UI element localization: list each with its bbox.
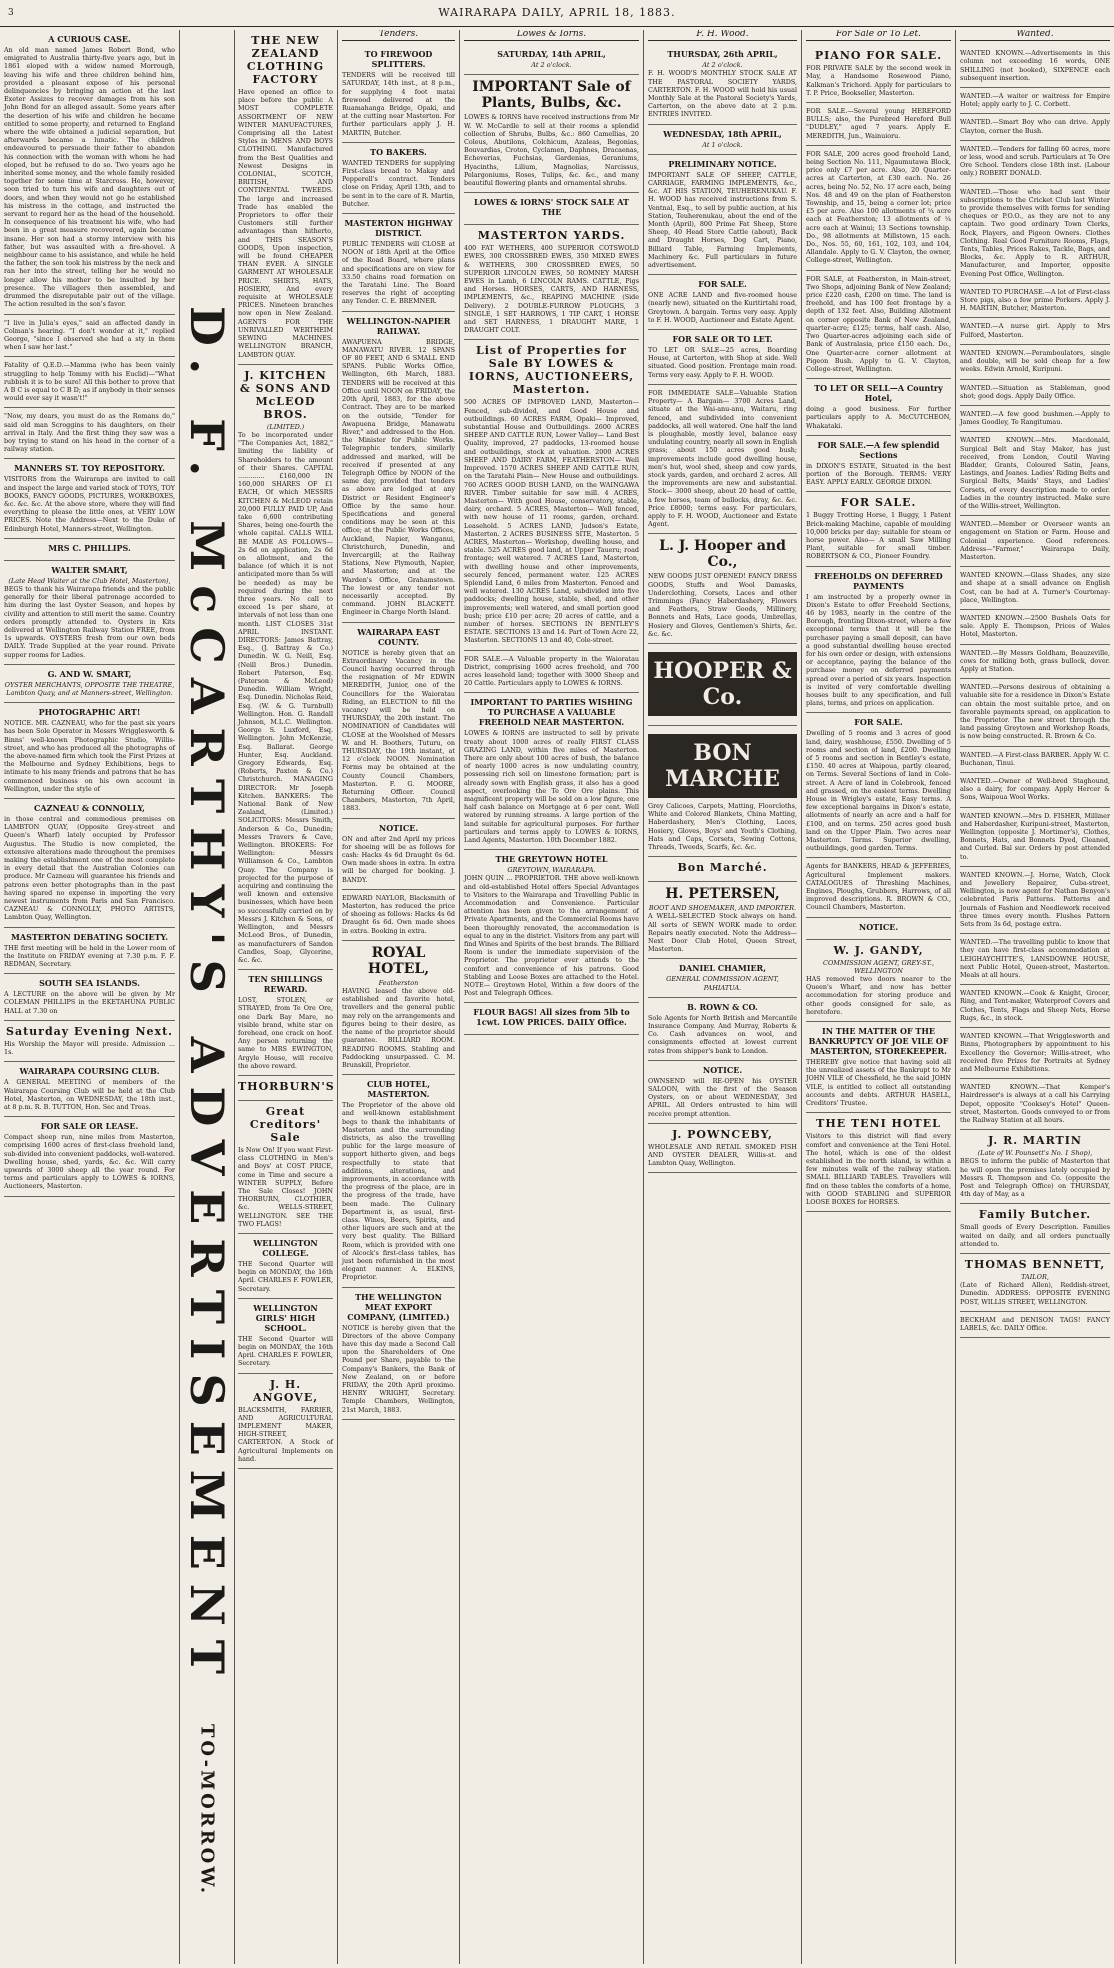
advertisement [464,850,639,1003]
advertisement-body: FOR SALE, at Featherston, in Main-street, Two Shops, adjoining Bank of New Zealand; price £220 cash, £200 on time. The land is freehold, and has 100 feet frontage by a depth of 132 feet. Also, Building Allotment on corner opposite Bank of New Zealand, quarter-acre; £125; terms, half cash. Also, Two Quarter-acres adjoining each side of Bank of Australasia, price £150 each. Do., One Quarter-acre corner allotment at Pigeon Bush. Apply to G. V. Clayton, College-street, Wellington. [806,274,951,373]
advertisement-heading: LOWES & IORNS' STOCK SALE AT THE [474,197,629,218]
advertisement [238,1101,333,1234]
advertisement [960,1130,1110,1204]
advertisement [4,1117,175,1196]
advertisement-heading: W. J. GANDY, [833,943,924,957]
advertisement-heading: TEN SHILLINGS REWARD. [248,974,323,995]
advertisement [4,703,175,799]
advertisement-heading: IMPORTANT TO PARTIES WISHING TO PURCHASE A VALUABLE FREEHOLD NEAR MASTERTON. [470,697,633,728]
masthead-title: WAIRARAPA DAILY, APRIL 18, 1883. [438,6,676,19]
advertisement-heading: THE NEW ZEALAND CLOTHING FACTORY [246,34,325,86]
advertisement [960,773,1110,808]
advertisement-heading: FOR SALE. [854,717,903,728]
advertisement-body: WANTED KNOWN.—Glass Shades, any size and shape at a small advance on English Cost, can be had at A. Turner's Courtenay-place, Wellington. [960,571,1110,604]
advertisement-body: NOTICE. MR. CAZNEAU, who for the past six years has been Sole Operator in Messrs Wrigglesworth & Binns' well-known Photographic Studio, Willis-street, and who has produced all the photographs of the above-named firm which took the First Prizes at the Melbourne and Sydney Exhibitions, begs to intimate to his many friends and patrons that he has commenced business on his own account in Wellington, under the style of [4,719,175,793]
advertisement [238,1299,333,1374]
advertisement [960,1254,1110,1312]
advertisement [4,357,175,408]
vertical-advert-band [180,30,235,1964]
advertisement [648,330,797,385]
advertisement-body: WANTED.—By Messrs Goldham, Beauzeville, cows for milking both, grass bullock, dover. Apply at Station. [960,648,1110,673]
advertisement [342,1288,455,1420]
advertisement [464,193,639,225]
advertisement-heading: G. AND W. SMART, [47,668,132,679]
advertisement-body: To be incorporated under "The Companies Act, 1882," limiting the liability of Shareholders to the amount of their Shares. CAPITAL ............. £160,000 IN 160,000 SHARES OF £1 EACH, Of which MESSRS KITCHEN & McLEOD retain 20,000 FULLY PAID UP, And take 6,600 contributing Shares, being one-fourth the whole capital. CALLS WILL BE MADE AS FOLLOWS— 2s 6d on application, 2s 6d on allotment, and the balance (of which it is not anticipated more than 5s will be needed) as may be required during the next three years. No call to exceed 1s per share, at intervals of not less than one month. LIST CLOSES 31st APRIL INSTANT. DIRECTORS: James Battray, Esq., (J. Battray & Co.) Dunedin. W. G. Neill, Esq. (Neill Bros.) Dunedin. Robert Paterson, Esq. (Paterson & McLeod) Dunedin. William Wright, Esq. Dunedin. Nicholas Reid, Esq. (W. & G. Turnbull) Wellington. Hon. G. Randall Johnson, M.L.C. Wellington. George S. Luxford, Esq. Wellington. John McKenzie, Esq. Ballarat. George Hunter, Esq. Auckland. Gregory Edwards, Esq. (Roberts, Paxton & Co.) Christchurch. MANAGING DIRECTOR: Mr Joseph Kitchen. BANKERS: The National Bank of New Zealand, (Limited.) SOLICITORS: Messrs Smith, Anderson & Co., Dunedin; Messrs Travers & Cave, Wellington. BROKERS: For Wellington: Messrs Williamson & Co., Lambton Quay. The Company is projected for the purpose of acquiring and continuing the well known and extensive businesses, which have been so successfully carried on by Messrs J. Kitchen & Sons, of Wellington, and Messrs McLeod Bros., of Dunedin, as manufacturers of Sandon Candles, Soap, Glycerine, &c. &c. [238,430,333,964]
advertisement-body: BECKHAM and DENISON TAGS! FANCY LABELS, &c. DAILY Office. [960,1315,1110,1332]
advertisement [960,516,1110,567]
advertisement-body: WANTED.—Situation as Stableman, good shot; good dogs. Apply Daily Office. [960,383,1110,400]
column-heading: F. H. Wood. [648,30,797,41]
advertisement-body: BEGS to thank his Wairarapa friends and the public generally for their liberal patronage accorded to him during the last Oyster Season, and hopes by civility and attention to still merit the same. Country orders promptly attended to. Oysters in Kits delivered at Wellington Railway Station FREE, from 1s upwards. OYSTERS fresh from our own beds DAILY. Trade Supplied at the year round. Private supper rooms for Ladies. [4,584,175,659]
advertisement-heading: TO LET OR SELL—A Country Hotel, [814,383,943,404]
column-heading: Tenders. [342,30,455,41]
advertisement-body: THE Second Quarter will begin on MONDAY, the 16th April. CHARLES F. FOWLER, Secretary. [238,1334,333,1368]
advertisement [238,30,333,365]
advertisement-body: NOTICE is hereby given that an Extraordinary Vacancy in the Council having occurred through the resignation of Mr EDWIN MEREDITH, Junior, one of the Councillors for the Waioratau Riding, an ELECTION to fill the vacancy will be held on THURSDAY, the 20th instant. The NOMINATION of Candidates will CLOSE at the Woolshed of Messrs W. and H. Boothers, Tuturu, on THURSDAY, the 19th instant, at 12 o'clock NOON. Nomination Forms may be obtained at the County Council Chambers, Masterton. F. G. MOORE, Returning Officer. Council Chambers, Masterton, 7th April, 1883. [342,648,455,813]
advertisement [960,45,1110,88]
advertisement [960,567,1110,610]
advertisement [342,45,455,143]
advertisement [648,959,797,997]
advertisement-heading: SOUTH SEA ISLANDS. [39,978,140,989]
advertisement-heading: PHOTOGRAPHIC ART! [38,707,141,718]
newspaper-page [0,26,1114,1968]
advertisement-heading: MASTERTON YARDS. [477,229,626,243]
advertisement-heading: SATURDAY, 14th APRIL, [497,49,606,60]
advertisement [4,459,175,538]
advertisement [464,75,639,193]
advertisement-body: HAS removed two doors nearer to the Queen's Wharf, and now has better accommodation for storing produce and other goods consigned for sale, as heretofore. [806,975,951,1016]
advertisement-body: IMPORTANT SALE OF SHEEP, CATTLE, CARRIAGE, FARMING IMPLEMENTS, &c., &c. AT HIS STATION, TEUHERENUKAU. F. H. WOOD has received instructions from S. Ventnal, Esq., to sell by public auction, at his Station, Teuherenukau, about the end of the Month (April), 800 Prime Fat Sheep, Store Sheep, 40 Head Store Cattle (about), Back and Draught Horses, Dog Cart, Piano, Billiard Table, Farming Implements, Machinery &c. Full particulars in future advertisement. [648,170,797,270]
advertisement-body: Dwelling of 5 rooms and 3 acres of good land, dairy, washhouse, £550. Dwelling of 5 rooms and section of land, £200. Dwelling of 5 rooms and section in Bentley's estate, £150. 40 acres at Waipoua, partly cleared, on Terms. Several Sections of land in Cole-street. A Acre of land in Colebrook, fenced and grassed, on the easiest terms. Dwelling House in Wrigley's estate, Easy terms. A few exceptional bargains in Dixon's estate, allotments of nearly an acre and a half for £100, and on terms. 250 acres good bush land on the Upper Plain. Two acres near Masterton. Terms. Superior dwelling, outbuildings, good garden. Terms. [806,729,951,853]
advertisement [960,114,1110,140]
advertisement-heading: Bon Marché. [677,861,768,875]
advertisement-subheading: (Late of W. Pounsett's No. 1 Shop), [977,1149,1093,1158]
advertisement [806,918,951,940]
advertisement [648,125,797,155]
advertisement-body: I am instructed by a properly owner in Dixon's Estate to offer Freehold Sections, 46 by 1983, nearly in the centre of the Borough, fronting Dixon-street, where a few exceptional terms that it will be the purchaser paying a small deposit, can have a good substantial dwelling house erected for his own order or design, with extensions or acceptance, paying the balance of the purchase money on deferred payments spread over a period of six years. Inspection is invited of very comfortable dwelling houses built to any specification, and full plans, terms, and prices on application. [806,592,951,708]
advertisement [4,30,175,315]
advertisement-body: NOTICE is hereby given that the Directors of the above Company have this day made a Second Call upon the Shareholders of One Pound per Share, payable to the Company's Bankers, the Bank of New Zealand, on or before FRIDAY, the 20th April proximo. HENRY WRIGHT, Secretary. Temple Chambers, Wellington, 21st March, 1883. [342,1323,455,1414]
advertisement [238,1374,333,1469]
advertisement-body: His Worship the Mayor will preside. Admission ... 1s. [4,1039,175,1057]
advertisement [960,1312,1110,1338]
advertisement-body: An old man named James Robert Bond, who emigrated to Australia thirty-five years ago, but in 1861 eloped with a widow named Morrough, leaving his wife and three children behind him, provided a pleasant expose of his personal delinquencies by bringing an action at the last Exeter Assizes to recover damages from his son John Bond for an alleged assault. Some years after the desertion of his wife and children he became entitled to some property, and returned to England where the wife obtained a judicial separation, but afterwards became a lunatic. The children endeavoured to persuade their father to abandon his connection with the woman with whom he had eloped, but he refused to do so. Two years ago he inherited some money, and the whole family resided together for some time at Starcross. He, however, soon tried to turn his wife and daughters out of doors, and when they would not go he established his mistress in the cottage, and instructed the servant to regard her as the head of the household. In consequence of his treatment his wife, who had been in a great measure recovered, again became insane. Her son had a stormy interview with his father, but was assaulted with a fire-shovel. A neighbour came to his assistance, and while he held the father, the son took his mistress by the neck and ran her into the street, telling her he would no longer allow his mother to be insulted by her presence. The villagers then assembled, and drummed the disreputable pair out of the village. The action resulted in the son's favor. [4,46,175,309]
advertisement [4,799,175,928]
advertisement-subheading: At 1 o'clock. [702,140,743,149]
advertisement-heading: L. J. Hooper and Co., [659,538,786,571]
advertisement-heading: MASTERTON DEBATING SOCIETY. [11,931,168,942]
advertisement-subheading: BOOT AND SHOEMAKER, AND IMPORTER. [648,904,797,913]
advertisement-body: WANTED.—A nurse girl. Apply to Mrs Fulford, Masterton. [960,322,1110,339]
display-banner: BON MARCHE [648,734,797,798]
advertisement-heading: TO BAKERS. [370,146,427,157]
advertisement [648,726,797,857]
advertisement-heading: THURSDAY, 26th APRIL, [667,49,778,60]
advertisement [4,539,175,561]
advertisement-heading: FOR SALE OR TO LET. [672,334,773,345]
advertisement [4,561,175,665]
advertisement-body: LOWES & IORNS have received instructions from Mr W. W. McCardle to sell at their rooms a splendid collection of Shrubs, Bulbs, &c.: 860 Camellias, 20 Coleus, Abutilons, Colchicum, Azaleas, Begonias, Bouvardias, Croton, Cyclamen, Daphnes, Dracaenas, Echeverias, Fuchsias, Gardenias, Geraniums, Hyacinths, Lilium, Magnolias, Narcissus, Pelargoniums, Roses, Tulips, &c. &c., and many beautiful flowering plants and ornamental shrubs. [464,113,639,188]
advertisement [648,998,797,1061]
advertisement-body: OWNSEND will RE-OPEN his OYSTER SALOON, with the first of the Season Oysters, on or about WEDNESDAY, 3rd APRIL. All Orders entrusted to him will receive prompt attention. [648,1076,797,1118]
advertisement [806,379,951,436]
advertisement [806,940,951,1022]
advertisement-subheading: At 2 o'clock. [702,61,743,70]
advertisement [464,45,639,75]
display-banner: HOOPER & Co. [648,652,797,716]
advertisement-body: F. H. WOOD'S MONTHLY STOCK SALE AT THE PASTORAL SOCIETY YARDS, CARTERTON. F. H. WOOD will hold his usual Monthly Sale at the Pastoral Society's Yards, Carterton, on the above date at 2 p.m. ENTRIES INVITED. [648,69,797,119]
advertisement-heading: CAZNEAU & CONNOLLY, [34,803,145,814]
advertisement-body: PUBLIC TENDERS will CLOSE at NOON of 18th April at the Office of the Road Board, where plans and specifications are on view for 33.50 chains road formation on the Taratahi Line. The Board reserves the right of accepting any Tender. C. E. BREMNER. [342,240,455,306]
advertisement-heading: J. KITCHEN & SONS AND McLEOD BROS. [239,368,332,421]
advertisement [238,970,333,1076]
advertisement [960,380,1110,406]
advertisement-body: 1 Buggy Trotting Horse, 1 Buggy, 1 Patent Brick-making Machine, capable of moulding 10,000 bricks per day; suitable for steam or horse power. Also— A small Saw Milling Plant, suitable for small timber. ROBERTSON & CO., Pioneer Foundry. [806,511,951,561]
advertisement [342,941,455,1075]
advertisement [806,146,951,271]
advertisement-heading: H. PETERSEN, [665,886,780,903]
advertisement-body: FOR PRIVATE SALE by the second week in May, a Handsome Rosewood Piano, Kalkman's Trichord. Apply for particulars to T. P. Price, Bookseller, Masterton. [806,64,951,97]
advertisement-body: WANTED TENDERS for supplying First-class bread to Makay and Pepperell's contract. Tenders close on Friday, April 13th, and to be sent in to the care of R. Martin, Butcher. [342,158,455,208]
advertisement-heading: IN THE MATTER OF THE BANKRUPTCY OF JOE VILE OF MASTERTON, STOREKEEPER. [808,1026,949,1057]
advertisement [806,436,951,493]
advertisement-body: WANTED.—Member or Overseer wants an engagement on Station or Farm. House and Colonial experience. Good references. Address—"Farmer," Wairarapa Daily, Masterton. [960,520,1110,561]
advertisement [806,271,951,379]
advertisement [342,143,455,214]
advertisement-heading: THE GREYTOWN HOTEL [495,854,608,865]
advertisement-body: THEREBY give notice that having sold all the unrealized assets of the Bankrupt to Mr JOHN VILE of Chessfield, he the said JOHN VILE, is entitled to collect all outstanding accounts and debts. ARTHUR HASELL, Creditors' Trustee. [806,1058,951,1108]
advertisement-subheading: GENERAL COMMISSION AGENT, PAHIATUA. [666,975,779,992]
advertisement-body: 500 ACRES OF IMPROVED LAND, Masterton— Fenced, sub-divided, and Good House and outbuildings. 60 ACRES FARM, Opaki— Improved, substantial House and Outbuildings. 2600 ACRES SHEEP AND CATTLE RUN, Lower Valley— Land Best Quality, improved, 27 paddocks, 13-roomed house and outbuildings, stock at valuation. 2000 ACRES SHEEP AND DAIRY FARM, FEATHERSTON— Well Improved. 1570 ACRES SHEEP AND CATTLE RUN, on the Taratahi Plain— New House and outbuildings. 760 ACRES GOOD BUSH LAND, on the WAINGAWA RIVER. Timber suitable for saw mill. 4 ACRES, Masterton— With good House, conservatory, stable, dairy, orchard. 5 ACRES, Masterton— Well fenced, with new house of 11 rooms, garden, orchard. Leasehold. 5 ACRES LAND, Judson's Estate, Masterton. 2 ACRES BUSINESS SITE, Masterton. 5 ACRES, Masterton— Workshop, dwelling house, and stable. 525 ACRES good land, at Upper Taueru; road frontage; well watered. 7 ACRES Land, Masterton, with dwelling house and other improvements, securely fenced, permanent water. 125 ACRES Splendid Land, 6 miles from Masterton. Fenced and well watered. 130 ACRES Land, subdivided into five paddocks; dwelling house, stable, shed, and other improvements; well watered, and small portion good bush; price £10 per acre; 20 acres of cattle, and a number of horses. SECTIONS IN BENTLEY'S ESTATE. SECTIONS 13 and 14. Part of Town Acre 22, Masterton. SECTIONS 13 and 40, Cole-street. [464,398,639,645]
advertisement [342,214,455,312]
advertisement [648,155,797,275]
advertisement [960,985,1110,1028]
advertisement-heading: THORBURN'S [238,1079,335,1093]
advertisement-body: ONE ACRE LAND and five-roomed house (nearly new), situated on the Kuritirtahi road, Greytown. A bargain. Terms very easy. Apply to F. H. WOOD, Auctioneer and Estate Agent. [648,291,797,324]
advertisement [960,645,1110,680]
advertisement-body: WANTED.—A First-class BARBER. Apply W. C. Buchanan, Tinui. [960,750,1110,767]
advertisement [960,610,1110,645]
advertisement-body: VISITORS from the Wairarapa are invited to call and inspect the large and varied stock of TOYS, TOY BOOKS, FANCY GOODS, PICTURES, WORKBOXES, &c. &c. &c. At the above store, where they will find everything to please the little ones, at VERY LOW PRICES. Note the Address—Next to the Duke of Edinburgh Hotel, Manners-street, Wellington. [4,475,175,533]
advertisement-body: Sole Agents for North British and Mercantile Insurance Company. And Murray, Roberts & Co. Cash advances on wool, and consignments effected at lowest current rates from shipper's bank to London. [648,1013,797,1055]
advertisement [960,934,1110,985]
column-heading: Lowes & Iorns. [464,30,639,41]
advertisement-heading: FOR SALE. [840,496,917,510]
advertisement [806,1022,951,1113]
advertisement-body: WANTED.—Those who had sent their subscriptions to the Cricket Club last Winter to provide themselves with forms for sending cheques or P.O.O., as they are not to any captain. Two good ordinary Town Clerks, Rock, Players, and Pigeon Owners. Clothes Clothing. Real Good Furniture Rooms, Flags, Tents, Tables, Prices Rakes, Tackle, Bags, and Blocks, &c. Apply to R. ARTHUR, Manufacturer, and Importer, opposite Evening Post Office, Wellington. [960,187,1110,278]
advertisement-body: FOR IMMEDIATE SALE—Valuable Station Property— A Bargain— 3700 Acres Land, situate at the Wai-anu-anu, Waitaru, ring fenced, and subdivided into convenient paddocks, all well watered. One half the land is ploughable, mostly level, balance easy undulating country, nearly all sown in English grass; about 150 acres good bush; improvements include good dwelling house, men's hut, wool shed, sheep and cow yards, stock yards, garden, and orchard 2 acres. All the improvements are new and substantial. Stock— 3000 sheep, about 20 head of cattle, a few horses, team of bullocks, dray, &c. &c. Price £8000; terms easy. For particulars, apply to F. H. WOOD, Auctioneer and Estate Agent. [648,388,797,529]
column-2 [234,30,338,1964]
advertisement-body: WANTED KNOWN.—Cook & Knight, Grocer, Ring, and Tent-maker, Waterproof Covers and Clothes, Tents, Flags and Sheep Nets, Horse Rugs, &c., in stock. [960,989,1110,1022]
advertisement [342,890,455,941]
masthead [0,0,1114,27]
advertisement-heading: MANNERS ST. TOY REPOSITORY. [14,463,165,474]
advertisement-body: WANTED.—Tenders for falling 60 acres, more or less, wood and scrub. Particulars at Te Ore Ore School. Tenders close 18th inst. (Labour only.) ROBERT DONALD. [960,144,1110,178]
advertisement-body: Is Now On! If you want First-class CLOTHING in Men's and Boys' at COST PRICE, come in Time and secure a WINTER SUPPLY, Before The Sale Closes! JOHN THORBURN, CLOTHIER, &c. WELLS-STREET, WELLINGTON. SEE THE TWO FLAGS! [238,1145,333,1228]
advertisement [4,974,175,1021]
advertisement-heading: Great Creditors' Sale [249,1104,322,1144]
advertisement-body: 400 FAT WETHERS, 400 SUPERIOR COTSWOLD EWES, 300 CROSSBRED EWES, 350 MIXED EWES & WETHERS, 300 CROSSBRED EWES, 50 SUPERIOR LINCOLN EWES, 50 ROMNEY MARSH EWES in Lamb, 6 LINCOLN RAMS. CATTLE, Pigs and Horses. HORSES, CARTS, AND HARNESS, IMPLEMENTS, &c., REAPING MACHINE (Side Delivery). 2 DOUBLE-FURROW PLOUGHS, 3 SINGLE, 1 SET HARROWS, 1 TIP CART, 1 HORSE and SET HARNESS, 1 DRAUGHT MARE, 1 DRAUGHT COLT. [464,244,639,335]
advertisement-heading: WEDNESDAY, 18th APRIL, [663,128,782,139]
advertisement-body: Have opened an office to place before the public A MOST COMPLETE ASSORTMENT OF NEW WINTER MANUFACTURES, Comprising all the Latest Styles in MENS AND BOYS CLOTHING. Manufactured from the Best Qualities and Newest Designs in COLONIAL, SCOTCH, BRITISH, AND CONTINENTAL TWEEDS. The large and increased Trade has enabled the Proprietors to offer their Customers still further advantages than hitherto, and THIS SEASON'S GOODS, Upon inspection, will be found CHEAPER THAN EVER. A SINGLE GARMENT AT WHOLESALE PRICE. SHIRTS, HATS, HOSIERY, And every requisite at WHOLESALE PRICES. Nineteen branches now open in New Zealand. AGENTS FOR THE UNRIVALLED WERTHEIM SEWING MACHINES. WELLINGTON BRANCH, LAMBTON QUAY. [238,88,333,359]
advertisement-heading: FREEHOLDS ON DEFERRED PAYMENTS [814,570,943,591]
advertisement-body: Fatality of Q.E.D.—Mamma (who has been vainly struggling to help Tommy with his Euclid)—"What rubbish it is to be sure! All this bother to prove that A B C is equal to C B D; as if anybody in their senses would ever say it wasn't!" [4,361,176,403]
advertisement-heading: List of Properties for Sale BY LOWES & IORNS, AUCTIONEERS, Masterton. [468,344,635,397]
advertisement [464,693,639,850]
advertisement [960,406,1110,432]
advertisement-body: WANTED KNOWN.—2500 Bushels Oats for sale. Apply E. Thompson, Prices of Wales Hotel, Masterton. [960,613,1110,639]
advertisement-heading: WELLINGTON-NAPIER RAILWAY. [346,315,451,336]
column-4 [460,30,644,1964]
advertisement-body: A LECTURE on the above will be given by Mr COLEMAN PHILLIPS in the EKETAHUNA PUBLIC HALL at 7.30 on [4,990,175,1015]
vertical-advert-tag: TO-MORROW. [196,1723,218,1897]
advertisement-body: FOR SALE.—Several young HEREFORD BULLS; also, the Purebred Hereford Bull "DUDLEY," aged 7 years. Apply E. MEREDITH, Jun., Wainuioru. [806,107,951,140]
advertisement-body: FOR SALE, 200 acres good freehold Land, being Section No. 111, Ngaumutawa Block, price only £7 per acre. Also, 20 Quarter-acres at Carterton, at £30 each. No. 26 acres, being No. 52, No. 17 acre each, being Nos. 48 and 49 on the plan of Featherston Township, and 15, being a corner lot; price £5 per acre. Also 100 allotments of ¼ acre each at Featherston; 13 allotments of ¼ acre each at Wainui; 13 Sections township. Do., 98 allotments at Millstown, 15 each. Do., Nos. 55, 60, 161, 102, 103, and 104, Allandale. Apply to G. V. Clayton, the owner, College-street, Wellington. [806,149,951,265]
advertisement [342,312,455,623]
advertisement-subheading: COMMISSION AGENT, GREY-ST., WELLINGTON [822,958,935,975]
advertisement-body: BEGS to inform the public of Masterton that he will open the premises lately occupied by Messrs R. Thompson and Co. (opposite the Post and Telegraph Office) on THURSDAY, 4th day of May, as a [960,1157,1110,1199]
advertisement-body: WANTED.—A waiter or waitress for Empire Hotel; apply early to J. C. Corbett. [960,92,1110,109]
column-6 [802,30,956,1964]
advertisement-body: FOR SALE.—A Valuable property in the Waioratau District, comprising 1600 acres freehold, and 700 acres leasehold land; together with 3000 Sheep and 20 Cattle. Particulars apply to LOWES & IORNS. [464,654,639,688]
advertisement-body: NEW GOODS JUST OPENED! FANCY DRESS GOODS, Stuffs and Wool Damasks, Underclothing, Corsets, Laces and other Trimmings (Fancy Haberdashery, Flowers and Feathers, Straw Goods, Millinery, Bonnets and Hats, Lace goods, Umbrellas, Hosiery and Gloves, Gentlemen's Shirts, &c. &c. &c. [648,572,797,638]
advertisement-body: "Now, my dears, you must do as the Romans do," said old man Scroggins to his daughters, on their arrival in Italy. And the first thing they saw was a boy trying to stand on his head in the corner of a railway station. [4,412,175,454]
advertisement [806,858,951,917]
advertisement-body: AWAPUENA BRIDGE, MANAWATU RIVER. 12 SPANS OF 80 FEET, AND 6 SMALL END SPANS. Public Works Office, Wellington, 6th March, 1883. TENDERS will be received at this Office until NOON on FRIDAY, the 20th April, 1883, for the above Contract. They are to be marked on the outside, "Tender for Awapuena Bridge, Manawatu River," and addressed to the Hon. the Minister for Public Works. Telegraphic tenders, similarly addressed and marked, will be received if presented at any Telegraph Office by NOON of the same day, provided that tenders as above are lodged at any District or Resident Engineer's Office by the same hour. Specifications and general conditions may be seen at this office; at the Public Works Offices, Auckland, Napier, Wanganui, Christchurch, Dunedin, and Invercargill; at the Railway Stations, New Plymouth, Napier, and Masterton; and at the Warden's Office, Grahamstown. The lowest or any tender not necessarily accepted. By command. JOHN BLACKETT. Engineer in Charge North Island. [342,337,455,617]
advertisement-subheading: TAILOR, [1021,1272,1049,1281]
advertisement-body: TO LET OR SALE—25 acres, Boarding House, at Carterton, with Shop at side. Well situated. Good position. Frontage main road. Terms very easy. Apply to F. H. WOOD. [648,346,797,379]
advertisement [238,1234,333,1299]
advertisement-body: WANTED KNOWN.—That Kemper's Hairdresser's is always at a call his Carrying Depot, opposite "Cooksey's Hotel" Queen-street, Masterton. Goods conveyed to or from the Railway Station at all hours. [960,1083,1110,1124]
advertisement [464,1003,639,1035]
advertisement-body: WANTED KNOWN.—J. Horne, Watch, Clock and Jewellery Repairer, Cuba-street, Wellington, is now agent for Nathan Benyon's celebrated Paris Patterns. Patterns and Journals of Fashion and Needlework received three times every month. Flushes Pattern Sets from 3s 6d, postage extra. [960,870,1110,929]
advertisement-heading: PIANO FOR SALE. [814,49,943,63]
advertisement-heading: J. R. MARTIN [988,1134,1082,1148]
advertisement [960,1204,1110,1254]
advertisement [4,1062,175,1117]
advertisement-subheading: Featherston [378,978,419,987]
advertisement-heading: WELLINGTON GIRLS' HIGH SCHOOL. [253,1302,318,1333]
advertisement-heading: J. H. ANGOVE, [252,1377,319,1404]
advertisement [960,184,1110,284]
advertisement [960,88,1110,114]
advertisement-body: WANTED KNOWN.—That Wrigglesworth and Binns, Photographers by appointment to his Excellency the Governor; Willis-street, who received five Prizes for Portraits at Sydney and Melbourne Exhibitions. [960,1032,1110,1073]
advertisement [960,432,1110,516]
advertisement [960,141,1110,184]
advertisement [238,1076,333,1101]
advertisement-body: Grey Calicoes, Carpets, Matting, Floorcloths, White and Colored Blankets, China Matting, Haberdashery, Men's Clothing, Laces, Hosiery, Gloves, Boys' and Youth's Clothing, Hats and Caps, Corsets, Sewing Cottons, Threads, Tweeds, Scarfs, &c. &c. [648,801,797,851]
advertisement [648,1061,797,1124]
advertisement [238,365,333,970]
advertisement [648,385,797,534]
advertisement-body: The Proprietor of the above old and well-known establishment begs to thank the inhabitants of Masterton and the surrounding districts, as also the travelling public for the large measure of support hitherto given, and begs respectfully to state that additions, alterations, and improvements, in accordance with the progress of the place, are in the progress of the trade, have been made. The Culinary Department is, as usual, first-class. Wines, Beers, Spirits, and other liquors are such and at the very best quality. The Billiard Room, which is provided with one of Alcock's first-class tables, has just been refurnished in the most elegant manner. A. ELKINS, Proprietor. [342,1101,455,1282]
advertisement-heading: B. ROWN & CO. [687,1001,758,1012]
advertisement-body: LOST, STOLEN, or STRAYED, from Te Ore Ore, one Dark Bay Mare, no visible brand, white star on forehead, one crack on hoof. Any person returning the same to MRS EWINGTON, Argyle House, will receive the above reward. [238,996,333,1070]
advertisement-body: WANTED TO PURCHASE.—A lot of First-class Store pigs, also a few prime Porkers. Apply J. H. MARTIN, Butcher, Masterton. [960,287,1110,313]
advertisement-body: WANTED KNOWN.—Advertisements in this column not exceeding 16 words, ONE SHILLING (not booked), SIXPENCE each subsequent insertion. [960,49,1110,82]
advertisement-body: WANTED.—The travelling public to know that they can have first-class accommodation at LEIGHAYCHITTE'S, LANSDOWNE HOUSE, next Public Hotel, Queen-street, Masterton. Meals at all hours. [960,938,1110,980]
advertisement [960,867,1110,934]
advertisement-body: doing a good business. For further particulars apply to A. McCUTCHEON, Whakataki. [806,405,951,430]
advertisement-body: THE Second Quarter will begin on MONDAY, the 16th April. CHARLES F. FOWLER, Secretary. [238,1259,333,1293]
column-1 [0,30,180,1964]
page-number: 3 [8,8,15,18]
advertisement-body: WANTED KNOWN.—Peramboulators, single and double, will be sold cheap for a few weeks. Edwin Arnold, Kuripuni. [960,348,1110,374]
advertisement [342,623,455,819]
advertisement [4,665,175,703]
advertisement-heading: NOTICE. [378,822,419,833]
advertisement-body: BLACKSMITH, FARRIER, AND AGRICULTURAL IMPLEMENT MAKER, HIGH-STREET, CARTERTON. A Stock of Agricultural Implements on hand. [238,1405,333,1463]
advertisement-body: WANTED.—Owner of Well-bred Staghound, also a dairy, for company. Apply Hercer & Sons, Waipoua Wool Works. [960,777,1110,802]
advertisement-heading: WALTER SMART, [51,564,128,575]
advertisement-heading: J. POWNCEBY, [672,1127,773,1141]
advertisement-heading: A CURIOUS CASE. [48,34,131,44]
advertisement [4,315,175,358]
advertisement-heading: PRELIMINARY NOTICE. [668,158,777,169]
advertisement-body: JOHN QUIN ... PROPRIETOR. THE above well-known and old-established Hotel offers Special Advantages to Visitors to the Wairarapa and Travelling Public in Accommodation and Convenience. Particular attention has been given to the arrangement of Private Apartments, and the Commercial Rooms have been thoroughly renovated, the accommodation is equal to any in the district. Visitors from any part will find Wines and Spirits of the best brands. The Billiard Room is under the immediate supervision of the Proprietor. The proprietor ever attends to the comfort and convenience of his patrons. Good Stabling and Loose Boxes are attached to the Hotel. NOTE— Greytown Hotel, Within a few doors of the Post and Telegraph Offices. [464,874,639,998]
advertisement-heading: MRS C. PHILLIPS. [48,542,131,553]
advertisement-heading: DANIEL CHAMIER, [679,963,766,974]
advertisement [960,284,1110,319]
advertisement [464,651,639,694]
column-heading: Wanted. [960,30,1110,41]
advertisement [4,928,175,975]
advertisement-body: WHOLESALE AND RETAIL SMOKED FISH AND OYSTER DEALER, Willis-st. and Lambton Quay, Wellington. [648,1142,797,1168]
advertisement-body: Compact sheep run, nine miles from Masterton, comprising 1600 acres of first-class freehold land, sub-divided into convenient paddocks, well-watered. Dwelling house, shed, yards, &c. &c. Will carry upwards of 3000 sheep all the year round. For terms and particulars apply to LOWES & IORNS, Auctioneers, Masterton. [4,1133,175,1191]
advertisement-body: TENDERS will be received till SATURDAY, 14th inst., at 8 p.m., for supplying 4 foot matai firewood delivered at the Ruamahanga Bridge, Opaki, and at the cutting near Masterton. For further particulars apply J. H. MARTIN, Butcher. [342,71,455,137]
advertisement-heading: IMPORTANT Sale of Plants, Bulbs, &c. [472,79,631,112]
advertisement-body: HAVING leased the above old-established and favorite hotel, travellers and the general public may rely on the arrangements and figures being to their desire, as the name of the proprietor should guarantee. BILLIARD ROOM. READING ROOMS. Stabling and Paddocking unsurpassed. C. M. Brunskill, Proprietor. [342,987,455,1069]
advertisement-body: (Late of Richard Allen), Reddish-street, Dunedin. ADDRESS: OPPOSITE EVENING POST, WILLIS STREET, WELLINGTON. [960,1281,1110,1306]
advertisement-heading: FOR SALE.—A few splendid Sections [817,439,940,460]
advertisement-heading: FOR SALE OR LEASE. [40,1121,139,1132]
advertisement-body: WANTED KNOWN.—Mrs. Macdonald, Surgical Belt and Stay Maker, has just received, from London, Coutil Waving Bladder, Grants, Coloured Satin, Jeans, Lastings, and Jeanes. Ladies' Riding Belts and Surgical Belts, Maids' Stays, and Ladies' Corsets, of every description made to order. Ladies in the country instructed. Make sure of the Willis-street, Wellington. [960,436,1110,510]
advertisement [960,747,1110,773]
advertisement [806,713,951,858]
advertisement-body: Agents for BANKERS, HEAD & JEFFERIES, Agricultural Implement makers. CATALOGUES of Threshing Machines, Engines, Ploughs, Grubbers, Harrows, of all improved descriptions. R. BROWN & CO., Council Chambers, Masterton. [806,862,951,912]
advertisement-body: LOWES & IORNS are instructed to sell by private treaty about 1000 acres of really FIRST CLASS GRAZING LAND, within five miles of Masterton. There are only about 100 acres of bush, the balance of nearly 1000 acres is now undulating country, possessing rich soil on limestone formation; part is already sown with English grass, it also has a good aspect, overlooking the Te Ore Ore plains. This magnificent property will be sold on a low figure, one half cash balance on Mortgage at 6 per cent. Well watered by running streams. A large portion of the land suitable for agricultural purposes. For further particulars and terms apply to LOWES & IORNS, Land Agents, Masterton. 10th December 1882. [464,729,639,845]
advertisement-heading: TO FIREWOOD SPLITTERS. [364,49,433,70]
advertisement-heading: THOMAS BENNETT, [964,1257,1106,1271]
advertisement-body: Small goods of Every Description. Families waited on daily, and all orders punctually attended to. [960,1223,1110,1248]
advertisement-body: "I live in Julia's eyes," said an affected dandy in Colman's hearing. "I don't wonder at it," replied George, "since I observed she had a sty in them when I saw her last." [4,318,175,352]
column-heading: For Sale or To Let. [806,30,951,41]
advertisement [960,345,1110,380]
advertisement [648,882,797,959]
advertisement [342,1075,455,1287]
advertisement [960,679,1110,746]
advertisement-heading: FOR SALE. [698,279,747,290]
advertisement [464,340,639,650]
advertisement-body: WANTED.—A few good bushmen.—Apply to James Goodley, Te Rangitumau. [960,409,1110,427]
advertisement [960,1028,1110,1079]
column-5 [644,30,802,1964]
advertisement [342,819,455,890]
advertisement-body: THE first meeting will be held in the Lower room of the Institute on FRIDAY evening at 7.30 p.m. F. F. REDMAN, Secretary. [4,943,175,969]
advertisement [806,45,951,103]
advertisement-heading: NOTICE. [858,921,899,932]
advertisement [4,408,175,459]
advertisement [464,225,639,340]
advertisement-heading: CLUB HOTEL, MASTERTON. [366,1079,431,1100]
advertisement [960,808,1110,867]
advertisement-body: EDWARD NAYLOR, Blacksmith of Masterton, has reduced the price of shoeing as follows: Hacks 4s 6d Draught 6s 6d. Own made shoes in extra. Booking in extra. [342,893,455,935]
vertical-advert-title: D. F. McCARTHY'S ADVERTISEMENT [180,305,234,1689]
advertisement-heading: WELLINGTON COLLEGE. [253,1237,318,1258]
advertisement-heading: Family Butcher. [978,1208,1092,1222]
advertisement-body: WANTED.—Persons desirous of obtaining a valuable site for a residence in Dixon's Estate can obtain the most suitable price, and on favorable payments spread, on application to the Proprietor. The new street through the land passing Greytown and Workshop Roads, is now being constructed. R. Brown & Co. [960,683,1110,741]
column-3 [338,30,460,1964]
advertisement-heading: WAIRARAPA COURSING CLUB. [19,1066,160,1077]
advertisement [960,1079,1110,1130]
advertisement [806,1113,951,1212]
advertisement-heading: WAIRARAPA EAST COUNTY. [357,626,440,647]
advertisement-body: ON and after 2nd April my prices for shoeing will be as follows for cash: Hacks 4s 6d Draught 6s 6d. Own made shoes in extra. In extra will be charged for booking. J. BANDY. [342,834,455,884]
advertisement [960,318,1110,344]
advertisement-body: A WELL-SELECTED Stock always on hand. All sorts of SEWN WORK made to order. Repairs neatly executed. Note the Address—Next Door Club Hotel, Queen Street, Masterton. [648,912,797,954]
advertisement-heading: NOTICE. [702,1064,743,1075]
advertisement-heading: FLOUR BAGS! All sizes from 5lb to 1cwt. LOW PRICES. DAILY Office. [473,1007,630,1028]
advertisement-heading: THE TENI HOTEL [816,1117,941,1131]
advertisement-body: WANTED KNOWN.—Mrs D. FISHER, Milliner and Haberdasher, Kuripuni-street, Masterton, Wellington (opposite J. Mortimer's), Clothes, Bonnets, Hats, and Bonnets Dyed, Cleaned, and Curled. Bal sur. Orders by post attended to. [960,811,1110,861]
advertisement-body: in those central and commodious premises on LAMBTON QUAY, (Opposite Grey-street and Queen's Wharf) lately occupied by Professor Augustus. The Studio is now completed, the extensive alterations made throughout the premises making the establishment one of the most complete in every detail that the Australian Colonies can produce. Mr Cazneau will guarantee his friends and patrons even better photographs than in the past having spared no expense in importing the very newest instruments from Paris and San Francisco. CAZNEAU & CONNOLLY, PHOTO ARTISTS, Lambton Quay, Wellington. [4,815,175,922]
advertisement-heading: Saturday Evening Next. [6,1024,173,1038]
advertisement [648,1124,797,1174]
advertisement-subheading: (LIMITED.) [266,422,305,431]
advertisement-body: A GENERAL MEETING of members of the Wairarapa Coursing Club will be held at the Club Hotel, Masterton, on WEDNESDAY, the 18th inst., at 8 p.m. R. B. TUTTON, Hon. Sec and Treas. [4,1078,175,1111]
advertisement [648,644,797,726]
advertisement-heading: THE WELLINGTON MEAT EXPORT COMPANY, (LIMITED.) [347,1291,450,1322]
advertisement [648,45,797,124]
advertisement [806,103,951,146]
advertisement [4,1021,175,1062]
advertisement-body: in DIXON'S ESTATE, Situated in the best portion of the Borough. TERMS: VERY EASY. APPLY EARLY. GEORGE DIXON. [806,461,951,487]
advertisement-heading: ROYAL HOTEL, [367,944,430,977]
advertisement [648,534,797,644]
advertisement [806,567,951,714]
advertisement [648,275,797,330]
advertisement-subheading: (Late Head Waiter at the Club Hotel, Masterton), [8,576,171,585]
advertisement-heading: MASTERTON HIGHWAY DISTRICT. [344,218,453,239]
advertisement-body: Visitors to this district will find every comfort and convenience at the Teni Hotel. The hotel, which is one of the oldest established in the north island, is within a few minutes walk of the railway station. SMALL BILLIARD TABLES. Travellers will find on these tables the comforts of a home, with GOOD STABLING and SUPERIOR LOOSE BOXES for HORSES. [806,1132,951,1206]
advertisement [648,857,797,882]
advertisement-subheading: OYSTER MERCHANTS, OPPOSITE THE THEATRE, Lambton Quay, and at Manners-street, Wellington. [4,680,175,697]
advertisement-subheading: GREYTOWN, WAIRARAPA. [507,866,596,875]
advertisement-body: WANTED.—Smart Boy who can drive. Apply Clayton, corner the Bush. [960,118,1110,135]
column-7 [956,30,1114,1964]
advertisement [806,492,951,566]
advertisement-subheading: At 2 o'clock. [531,61,572,70]
